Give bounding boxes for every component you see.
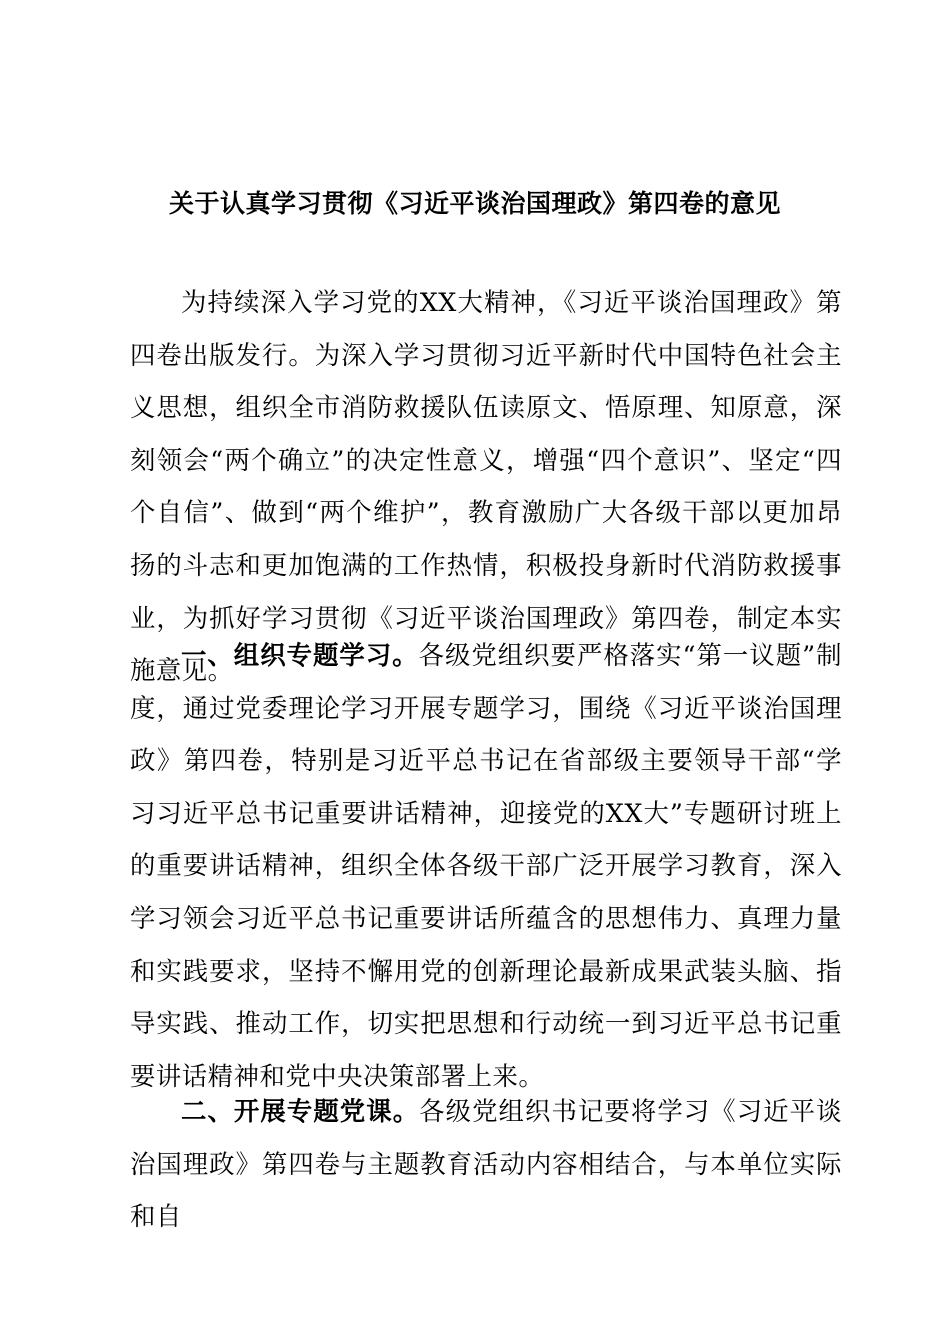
document-title: 关于认真学习贯彻《习近平谈治国理政》第四卷的意见 bbox=[168, 189, 781, 218]
section-2-heading: 二、开展专题党课。 bbox=[181, 1096, 420, 1126]
section-1-heading: 一、组织专题学习。 bbox=[181, 640, 419, 670]
section-2-paragraph bbox=[130, 1085, 842, 1243]
section-1-text: 各级党组织要严格落实“第一议题”制度，通过党委理论学习开展专题学习，围绕《习近平谈治国理政》第四卷，特别是习近平总书记在省部级主要领导干部“学习习近平总书记重要讲话精神，迎接党的XX大”专题研讨班上的重要讲话精神，组织全体各级干部广泛开展学习教育，深入学习领会习近平总书记重要讲话所蕴含的思想伟力、真理力量和实践要求，坚持不懈用党的创新理论最新成果武装头脑、指导实践、推动工作，切实把思想和行动统一到习近平总书记重要讲话精神和党中央决策部署上来。 bbox=[130, 640, 842, 1091]
section-2-text: 各级党组织书记要将学习《习近平谈治国理政》第四卷与主题教育活动内容相结合，与本单位实际和自 bbox=[130, 1096, 843, 1232]
section-1-paragraph bbox=[130, 629, 842, 1102]
intro-paragraph: 为持续深入学习党的XX大精神，《习近平谈治国理政》第四卷出版发行。为深入学习贯彻习近平新时代中国特色社会主义思想，组织全市消防救援队伍读原文、悟原理、知原意，深刻领会“两个确立”的决定性意义，增强“四个意识”、坚定“四个自信”、做到“两个维护”，教育激励广大各级干部以更加昂扬的斗志和更加饱满的工作热情，积极投身新时代消防救援事业，为抓好学习贯彻《习近平谈治国理政》第四卷，制定本实施意见。 bbox=[130, 287, 842, 686]
